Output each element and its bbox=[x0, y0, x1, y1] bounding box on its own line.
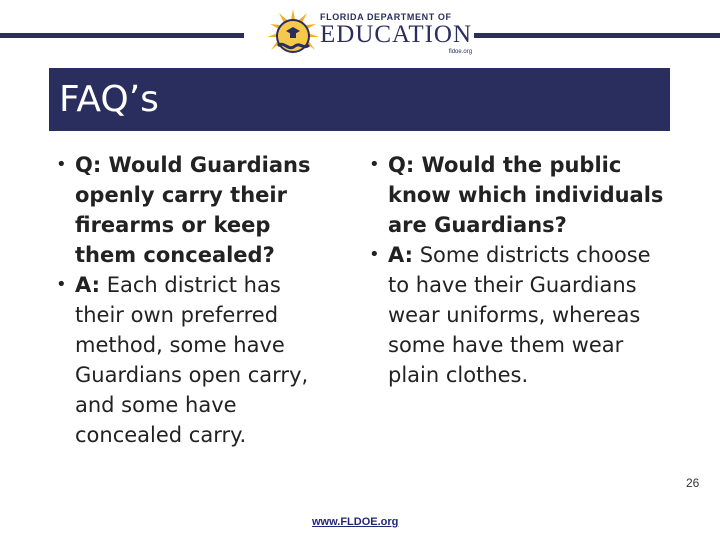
left-column bbox=[56, 150, 336, 450]
left-answer bbox=[56, 270, 336, 450]
slide-title: FAQ’s bbox=[59, 79, 159, 120]
left-question-text: Would Guardians openly carry their firearms or keep them concealed? bbox=[75, 153, 311, 267]
logo-line1: FLORIDA DEPARTMENT OF bbox=[320, 12, 452, 22]
right-question bbox=[369, 150, 664, 240]
header-rule-right bbox=[474, 33, 720, 38]
title-bar bbox=[49, 68, 670, 131]
logo-line2: EDUCATION bbox=[320, 21, 473, 48]
left-answer-text: Each district has their own preferred method, some have Guardians open carry, and some have concealed carry. bbox=[75, 273, 309, 447]
page-number: 26 bbox=[686, 476, 700, 490]
sunburst-logo-icon bbox=[264, 6, 322, 64]
bullet-icon: • bbox=[56, 154, 67, 175]
left-answer-label: A: bbox=[75, 273, 101, 297]
header-rule-left bbox=[0, 33, 244, 38]
fldoe-website-link[interactable]: www.FLDOE.org bbox=[312, 516, 399, 528]
right-answer bbox=[369, 240, 664, 390]
left-question bbox=[56, 150, 336, 270]
bullet-icon: • bbox=[369, 154, 380, 175]
right-answer-text: Some districts choose to have their Guardians wear uniforms, whereas some have them wear plain clothes. bbox=[388, 243, 651, 387]
bullet-icon: • bbox=[369, 244, 380, 265]
right-answer-label: A: bbox=[388, 243, 414, 267]
logo-line3: fldoe.org bbox=[448, 49, 473, 55]
fldoe-logo bbox=[264, 6, 473, 64]
right-column bbox=[369, 150, 664, 390]
left-question-label: Q: bbox=[75, 153, 102, 177]
right-question-text: Would the public know which individuals are Guardians? bbox=[388, 153, 664, 237]
right-question-label: Q: bbox=[388, 153, 415, 177]
bullet-icon: • bbox=[56, 274, 67, 295]
